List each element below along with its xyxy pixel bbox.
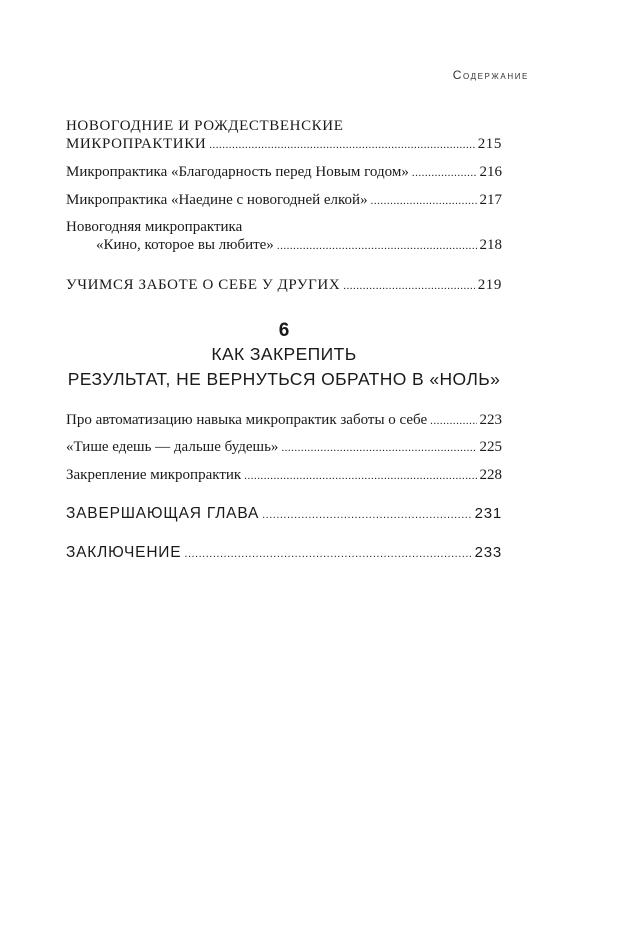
toc-entry-alone-with-tree[interactable] — [66, 191, 502, 210]
toc-entry-page: 218 — [479, 237, 502, 253]
toc-entry-learning-care[interactable] — [66, 276, 502, 295]
toc-entry-title: «Тише едешь — дальше будешь» — [66, 439, 279, 455]
toc-entry-page: 223 — [479, 412, 502, 428]
toc-entry-movie[interactable] — [66, 218, 502, 255]
toc-entry-title: Микропрактика «Наедине с новогодней елкой» — [66, 192, 368, 208]
toc-entry-title: ЗАКЛЮЧЕНИЕ — [66, 544, 182, 561]
toc-entry-conclusion[interactable] — [66, 544, 502, 563]
toc-entry-title: УЧИМСЯ ЗАБОТЕ О СЕБЕ У ДРУГИХ — [66, 277, 341, 293]
toc-entry-page: 231 — [474, 505, 502, 522]
chapter-title-line1: КАК ЗАКРЕПИТЬ — [211, 344, 357, 364]
dot-leader — [412, 164, 477, 182]
toc-entry-final-chapter[interactable] — [66, 505, 502, 524]
toc-entry-page: 217 — [479, 192, 502, 208]
dot-leader — [262, 506, 471, 524]
toc-entry-gratitude[interactable] — [66, 163, 502, 182]
toc-entry-title: Микропрактика «Благодарность перед Новым годом» — [66, 164, 409, 180]
toc-entry-title: «Кино, которое вы любите» — [96, 237, 274, 253]
toc-entry-automation[interactable] — [66, 411, 502, 430]
toc-entry-page: 233 — [474, 544, 502, 561]
dot-leader — [277, 237, 477, 255]
toc-entry-page: 216 — [479, 164, 502, 180]
toc-entry-page: 225 — [479, 439, 502, 455]
chapter-heading — [66, 320, 502, 392]
dot-leader — [209, 136, 474, 154]
toc-entry-title: Про автоматизацию навыка микропрактик заботы о себе — [66, 412, 428, 428]
toc-entry-line1: НОВОГОДНИЕ И РОЖДЕСТВЕНСКИЕ — [66, 118, 344, 134]
dot-leader — [184, 545, 471, 563]
running-head: Содержание — [452, 68, 529, 82]
dot-leader — [281, 439, 476, 457]
toc-entry-title: ЗАВЕРШАЮЩАЯ ГЛАВА — [66, 505, 260, 522]
toc-entry-title: Закрепление микропрактик — [66, 467, 242, 483]
dot-leader — [371, 192, 477, 210]
toc-entry-page: 215 — [477, 136, 502, 152]
chapter-title-line2: РЕЗУЛЬТАТ, НЕ ВЕРНУТЬСЯ ОБРАТНО В «НОЛЬ» — [67, 369, 501, 389]
toc-entry-slow-and-steady[interactable] — [66, 438, 502, 457]
toc-entry-page: 219 — [477, 277, 502, 293]
toc-entry-page: 228 — [479, 467, 502, 483]
chapter-number: 6 — [278, 320, 290, 341]
toc-entry-new-year-practices[interactable] — [66, 117, 502, 154]
dot-leader — [343, 277, 474, 295]
dot-leader — [430, 412, 476, 430]
toc-entry-title: МИКРОПРАКТИКИ — [66, 136, 207, 152]
toc-entry-line1: Новогодняя микропрактика — [66, 219, 243, 235]
dot-leader — [244, 467, 476, 485]
toc-entry-consolidation[interactable] — [66, 466, 502, 485]
